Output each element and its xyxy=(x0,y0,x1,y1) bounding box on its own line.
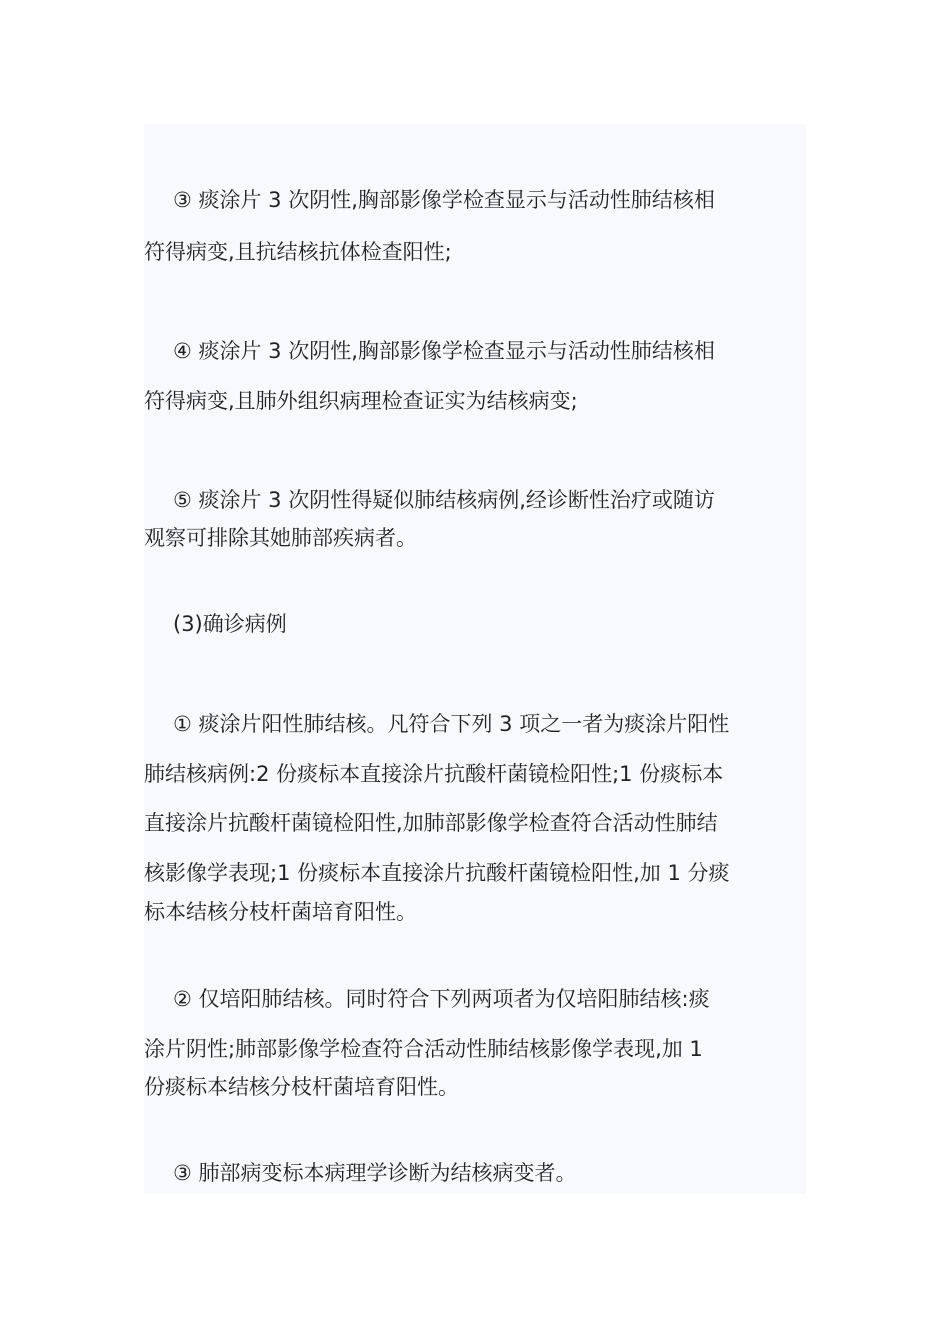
paragraph-line: 符得病变,且肺外组织病理检查证实为结核病变; xyxy=(144,389,578,413)
paragraph-line: 观察可排除其她肺部疾病者。 xyxy=(144,526,417,550)
paragraph-line: 涂片阴性;肺部影像学检查符合活动性肺结核影像学表现,加 1 xyxy=(144,1037,703,1061)
paragraph-line: ① 痰涂片阳性肺结核。凡符合下列 3 项之一者为痰涂片阳性 xyxy=(173,712,730,736)
paragraph-line: ③ 肺部病变标本病理学诊断为结核病变者。 xyxy=(173,1161,577,1185)
paragraph-line: ④ 痰涂片 3 次阴性,胸部影像学检查显示与活动性肺结核相 xyxy=(173,339,715,363)
paragraph-line: ② 仅培阳肺结核。同时符合下列两项者为仅培阳肺结核:痰 xyxy=(173,987,710,1011)
section-heading-text: (3)确诊病例 xyxy=(173,612,287,636)
paragraph-line: 标本结核分枝杆菌培育阳性。 xyxy=(144,900,417,924)
paragraph-line: 直接涂片抗酸杆菌镜检阳性,加肺部影像学检查符合活动性肺结 xyxy=(144,811,718,835)
paragraph-line: 份痰标本结核分枝杆菌培育阳性。 xyxy=(144,1075,459,1099)
paragraph-line: ③ 痰涂片 3 次阴性,胸部影像学检查显示与活动性肺结核相 xyxy=(173,188,715,212)
paragraph-line: 核影像学表现;1 份痰标本直接涂片抗酸杆菌镜检阳性,加 1 分痰 xyxy=(144,861,730,885)
paragraph-line: 肺结核病例:2 份痰标本直接涂片抗酸杆菌镜检阳性;1 份痰标本 xyxy=(144,762,724,786)
paragraph-line: 符得病变,且抗结核抗体检查阳性; xyxy=(144,240,452,264)
paragraph-line: ⑤ 痰涂片 3 次阴性得疑似肺结核病例,经诊断性治疗或随访 xyxy=(173,488,715,512)
